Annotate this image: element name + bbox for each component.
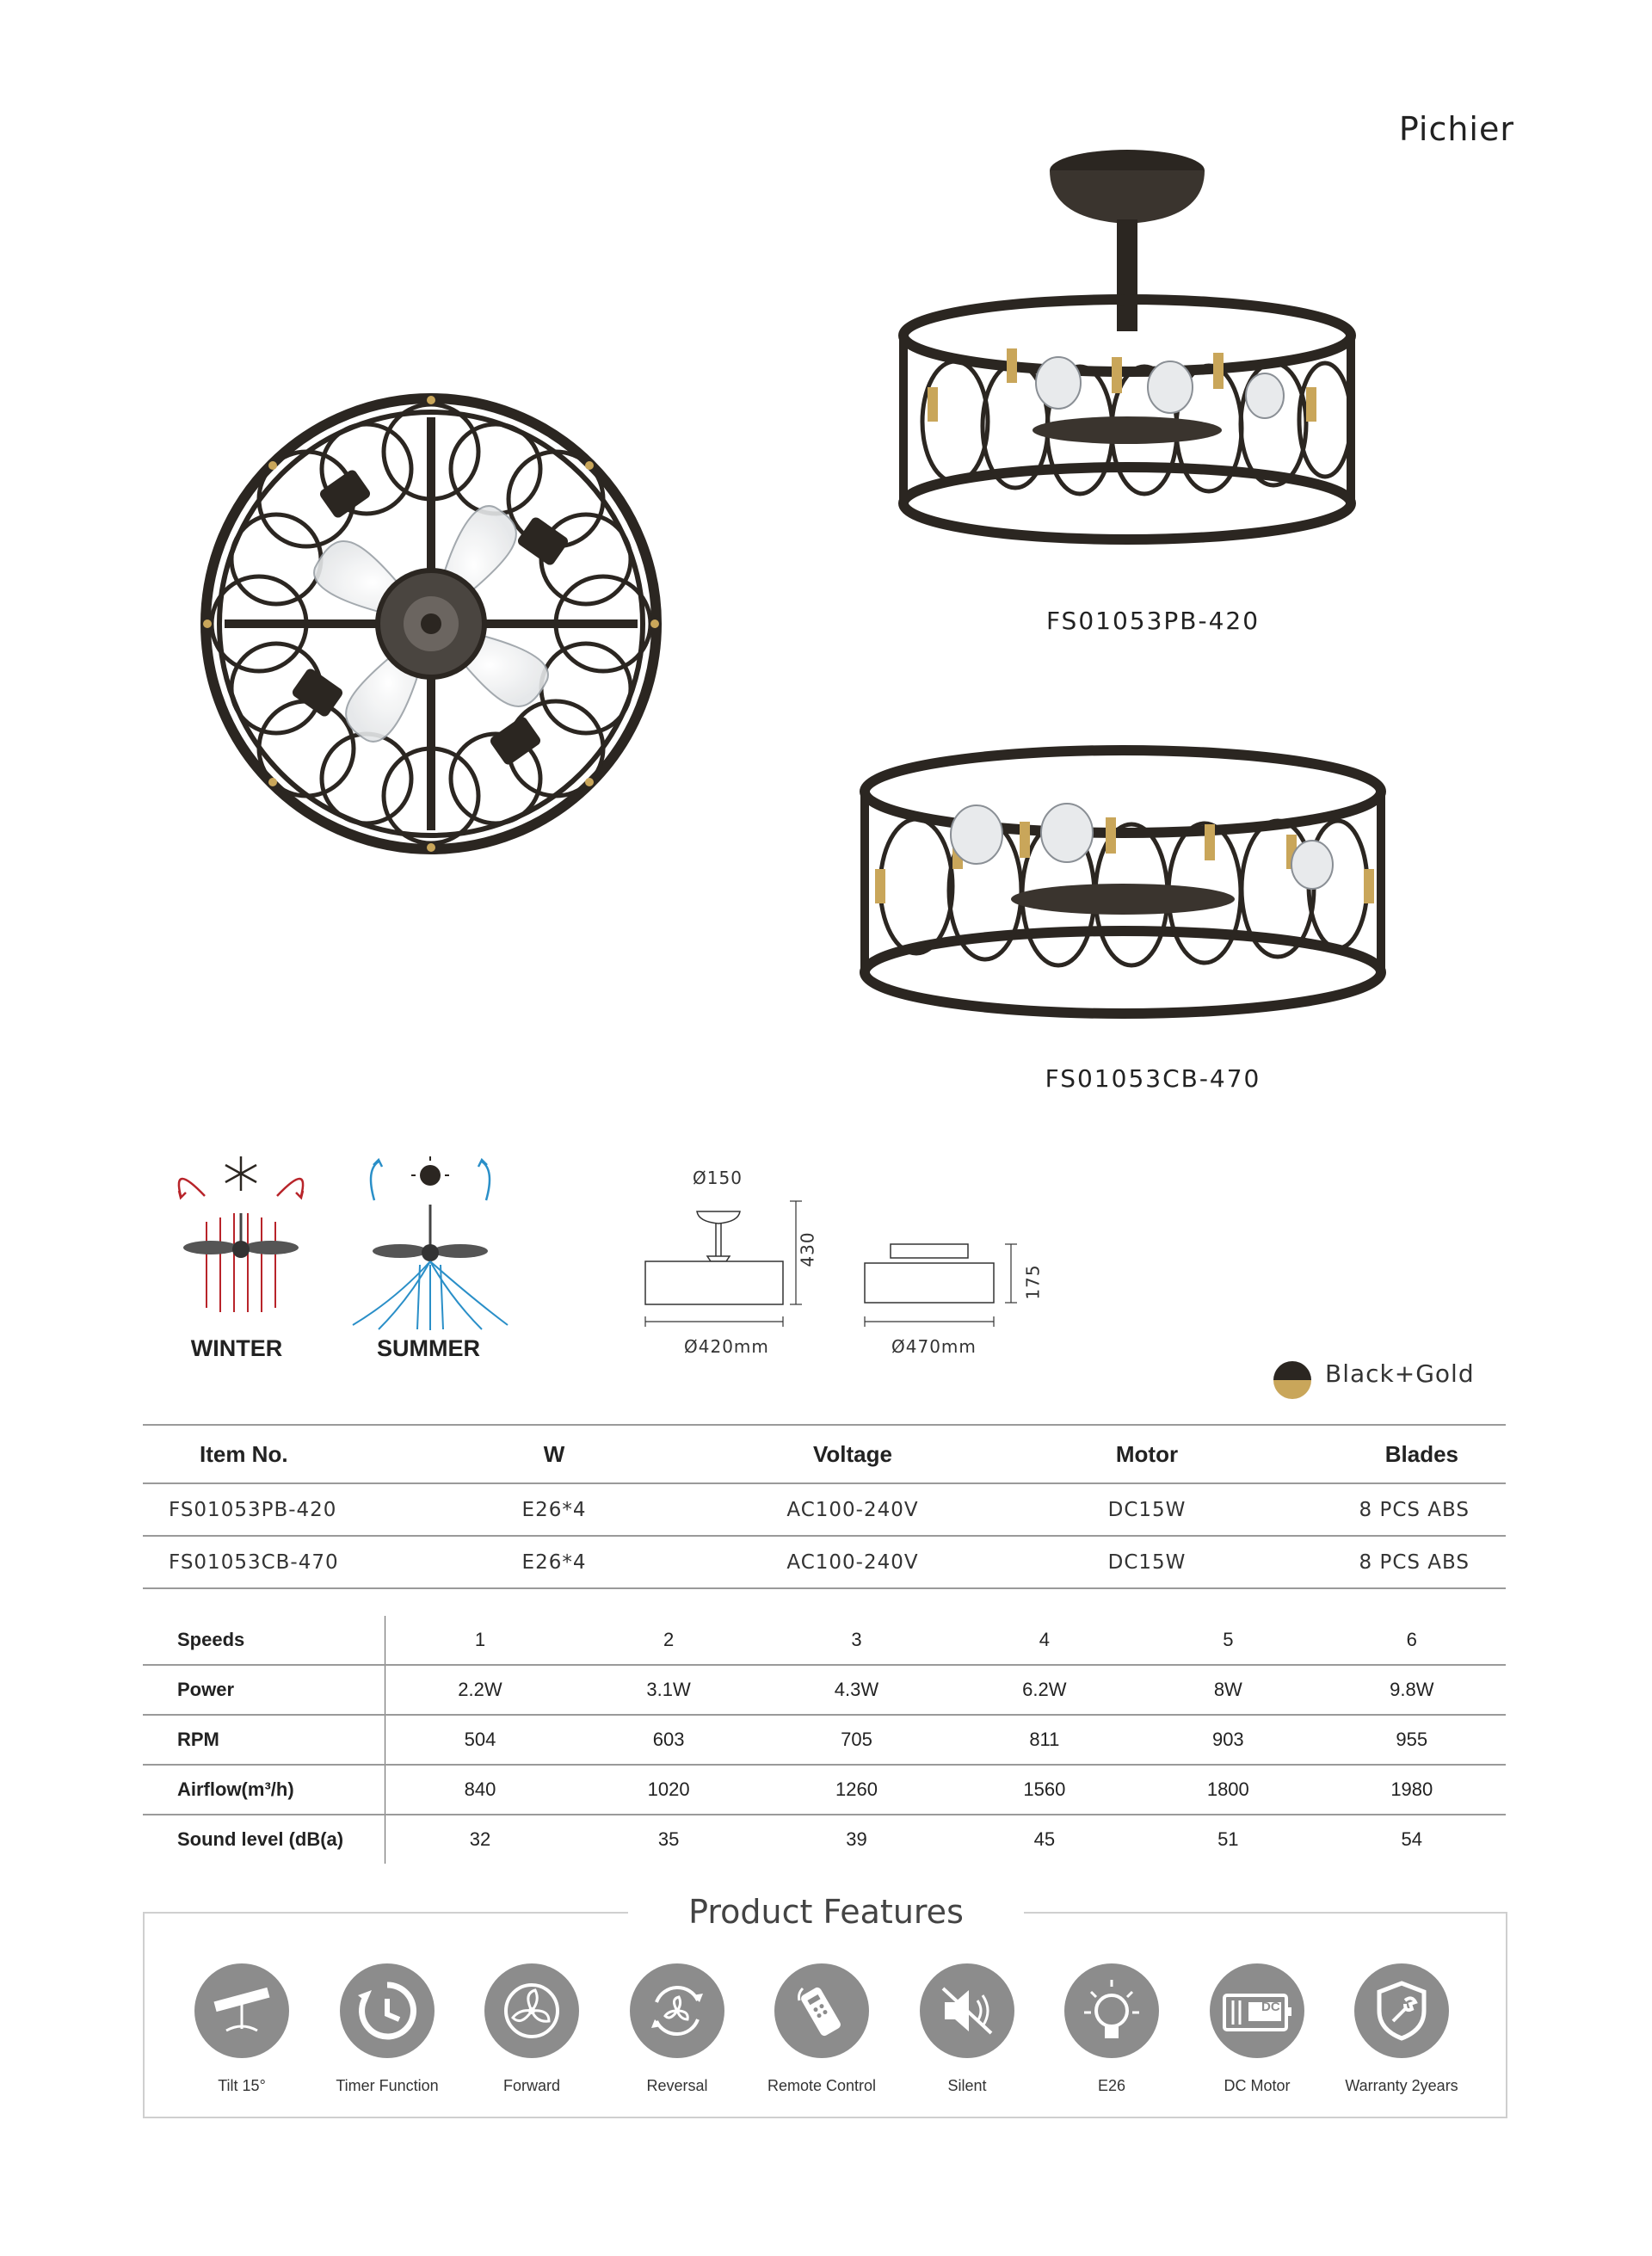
dimension-drawing-flush [856,1239,1028,1334]
perf-cell: 840 [464,1778,496,1800]
perf-cell: 3.1W [646,1679,691,1700]
dim-top-diameter: Ø150 [693,1168,743,1188]
spec-header-w: W [543,1440,565,1467]
spec-cell: E26*4 [521,1550,587,1574]
perf-cell: 45 [1033,1828,1056,1850]
dc-motor-icon [1210,1963,1304,2058]
feature-timer [314,1963,460,2095]
perf-cell: 4 [1039,1629,1050,1650]
feature-reversal [604,1963,750,2095]
performance-table [143,1616,1506,1864]
feature-label: Timer Function [336,2077,439,2094]
table-row [143,1483,1506,1536]
spec-cell: E26*4 [521,1498,587,1521]
dim-height-2: 175 [1022,1264,1044,1300]
perf-cell: 6 [1406,1629,1417,1650]
spec-header-blades: Blades [1384,1440,1458,1467]
dim-width-1: Ø420mm [684,1336,769,1357]
summer-label: SUMMER [377,1335,480,1361]
forward-icon [484,1963,579,2058]
perf-label: Power [143,1665,385,1715]
perf-cell: 9.8W [1390,1679,1434,1700]
feature-tilt [169,1963,315,2095]
feature-label: Forward [502,2077,560,2094]
winter-label: WINTER [190,1335,283,1361]
winter-airflow-diagram [163,1153,318,1325]
perf-cell: 1980 [1390,1778,1433,1800]
perf-cell: 54 [1401,1828,1423,1850]
feature-label: Silent [947,2077,987,2094]
perf-cell: 955 [1396,1729,1428,1750]
spec-header-motor: Motor [1115,1440,1179,1467]
perf-cell: 32 [469,1828,491,1850]
feature-label: Reversal [646,2077,708,2094]
perf-cell: 705 [841,1729,872,1750]
perf-row-sound [143,1815,1506,1864]
summer-airflow-diagram [344,1153,516,1334]
model-2-caption: FS01053CB-470 [1045,1064,1261,1093]
feature-label: E26 [1097,2077,1126,2094]
timer-icon [340,1963,435,2058]
feature-label: Remote Control [767,2077,877,2094]
perf-cell: 811 [1029,1729,1060,1750]
perf-cell: 39 [846,1828,867,1850]
perf-cell: 2 [663,1629,675,1650]
dim-height-1: 430 [797,1231,818,1267]
model-1-caption: FS01053PB-420 [1045,607,1261,635]
feature-remote [749,1963,895,2095]
silent-icon [920,1963,1014,2058]
perf-cell: 4.3W [834,1679,879,1700]
feature-warranty [1328,1963,1475,2095]
tilt-icon [194,1963,289,2058]
feature-label: Warranty 2years [1345,2077,1458,2094]
spec-table [143,1424,1506,1589]
fan-flush-view-image [848,740,1398,1024]
perf-cell: 603 [652,1729,685,1750]
perf-label: Sound level (dB(a) [143,1815,385,1864]
perf-cell: 1260 [835,1778,878,1800]
spec-cell: DC15W [1107,1498,1187,1521]
perf-label: RPM [143,1715,385,1765]
perf-row-rpm [143,1715,1506,1765]
perf-label: Speeds [143,1616,385,1665]
finish-swatch-icon [1272,1359,1313,1401]
spec-cell: AC100-240V [786,1498,919,1521]
perf-cell: 5 [1223,1629,1234,1650]
perf-cell: 1560 [1023,1778,1066,1800]
spec-cell: 8 PCS ABS [1359,1498,1470,1521]
spec-cell: DC15W [1107,1550,1187,1574]
table-row [143,1536,1506,1588]
warranty-icon [1354,1963,1449,2058]
feature-dc-motor [1184,1963,1330,2095]
fan-bottom-view-image [194,387,668,860]
perf-cell: 51 [1217,1828,1239,1850]
spec-header-row [143,1425,1506,1483]
perf-cell: 903 [1211,1729,1244,1750]
fan-downrod-view-image [886,138,1385,568]
spec-header-voltage: Voltage [813,1440,892,1467]
spec-cell: FS01053CB-470 [169,1550,339,1574]
feature-silent [894,1963,1040,2095]
perf-cell: 2.2W [458,1679,502,1700]
features-title: Product Features [628,1893,1024,1931]
reversal-icon [630,1963,724,2058]
perf-cell: 1 [474,1629,486,1650]
spec-cell: FS01053PB-420 [169,1498,337,1521]
perf-label: Airflow(m³/h) [143,1765,385,1815]
perf-cell: 6.2W [1022,1679,1067,1700]
perf-cell: 1800 [1206,1778,1249,1800]
feature-forward [459,1963,605,2095]
perf-row-power [143,1665,1506,1715]
perf-cell: 3 [851,1629,862,1650]
finish-label: Black+Gold [1325,1359,1475,1388]
spec-cell: AC100-240V [786,1550,919,1574]
feature-label: DC Motor [1224,2077,1291,2094]
perf-row-speeds [143,1616,1506,1665]
perf-cell: 35 [657,1828,680,1850]
bulb-icon [1064,1963,1159,2058]
perf-cell: 8W [1213,1679,1242,1700]
feature-e26 [1039,1963,1185,2095]
dim-width-2: Ø470mm [891,1336,977,1357]
perf-cell: 1020 [647,1778,690,1800]
feature-label: Tilt 15° [218,2077,266,2094]
dc-badge-text: DC [1261,2000,1280,2014]
brand-name: Pichier [1398,110,1514,148]
perf-cell: 504 [464,1729,496,1750]
spec-cell: 8 PCS ABS [1359,1550,1470,1574]
perf-row-airflow [143,1765,1506,1815]
spec-header-item: Item No. [200,1440,288,1467]
remote-icon [774,1963,869,2058]
